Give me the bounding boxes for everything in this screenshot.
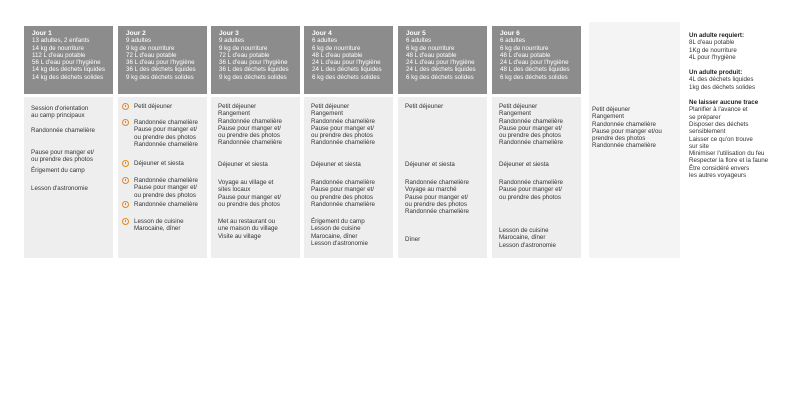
activity-line: Déjeuner et siesta: [499, 161, 549, 168]
activity-line: Voyage au marché: [405, 186, 457, 194]
activity-line: Dîner: [405, 236, 421, 243]
activity: [118, 177, 207, 199]
activity: [24, 105, 113, 120]
day-header: [304, 26, 393, 94]
activity-line: Session d'orientation: [31, 105, 89, 112]
activity-line: Lesson de cuisine: [311, 225, 361, 233]
activity-line: Pause pour manger et/: [405, 193, 468, 201]
activity-line: Petit déjeuner: [405, 103, 444, 110]
clock-icon: [122, 201, 129, 208]
requires-item: 8L d'eau potable: [689, 39, 735, 47]
principle-item: Être considéré envers: [689, 164, 750, 172]
day-stat: 48 L des déchets liquides: [500, 66, 570, 74]
day-stat: 24 L des déchets liquides: [406, 66, 476, 74]
activity-line: ou prendre des photos: [499, 193, 561, 201]
info-panel: [689, 32, 799, 179]
activity-line: Randonnée chamelière: [499, 179, 563, 186]
activity: [211, 103, 300, 147]
day-stat: 72 L d'eau potable: [219, 51, 270, 59]
day-title: Jour 3: [219, 30, 239, 37]
day-stat: 48 L d'eau potable: [406, 51, 457, 59]
activity-line: Petit déjeuner: [499, 103, 538, 110]
day-stat: 6 kg de nourriture: [500, 44, 549, 52]
activity-line: Randonnée chamelière: [218, 117, 282, 125]
activity-line: Pause pour manger et/ou: [592, 127, 662, 135]
activity-line: Randonnée chamelière: [134, 201, 198, 208]
activity-line: Rangement: [499, 110, 531, 118]
activity-line: Pause pour manger et/: [499, 124, 562, 132]
day-stat: 56 L d'eau pour l'hygiène: [32, 59, 101, 67]
activity-line: ou prendre des photos: [311, 132, 373, 140]
day-title: Jour 6: [500, 30, 520, 37]
activity-line: Rangement: [218, 110, 250, 118]
activity-line: Lesson de cuisine: [499, 227, 549, 234]
activity-line: Pause pour manger et/: [218, 193, 281, 201]
principle-item: sur site: [689, 142, 709, 150]
produces-item: 1kg des déchets solides: [689, 83, 756, 91]
activity-line: Érigement du camp: [311, 218, 365, 225]
activity-line: ou prendre des photos: [218, 200, 280, 208]
activity-line: Marocaine, dîner: [134, 225, 181, 233]
activity-line: Randonnée chamelière: [592, 120, 656, 128]
activity-line: Visite au village: [218, 232, 261, 240]
day-stat: 24 L d'eau pour l'hygiène: [500, 59, 569, 67]
activity-line: Rangement: [592, 113, 624, 121]
day-stat: 6 adultes: [500, 37, 526, 45]
activity-line: Pause pour manger et/: [499, 186, 562, 194]
activity-line: Lesson d'astronomie: [31, 185, 88, 192]
activity-line: Lesson de cuisine: [134, 218, 184, 225]
day-stat: 14 kg des déchets liquides: [32, 66, 105, 74]
day-schedule: [304, 97, 393, 258]
activity-line: Déjeuner et siesta: [218, 161, 268, 168]
activity-line: Pause pour manger et/: [134, 184, 197, 192]
activity: [211, 161, 300, 168]
activity: [24, 127, 113, 134]
day-stat: 48 L d'eau potable: [500, 51, 551, 59]
activity: [304, 218, 393, 247]
day-schedule: [118, 97, 207, 258]
activity: [118, 119, 207, 148]
activity-line: Déjeuner et siesta: [311, 161, 361, 168]
day-stat: 9 kg des déchets solides: [219, 73, 287, 81]
day-stat: 6 kg de nourriture: [406, 44, 455, 52]
activity-line: Pause pour manger et/: [134, 126, 197, 134]
activity-line: Randonnée chamelière: [311, 117, 375, 125]
adult-requires-title: Un adulte requiert:: [689, 32, 745, 39]
activity: [492, 179, 581, 201]
activity-line: Randonnée chamelière: [311, 139, 375, 147]
clock-icon: [122, 103, 129, 110]
activity-line: Met au restaurant ou: [218, 218, 276, 225]
activity-line: Randonnée chamelière: [134, 140, 198, 148]
produces-item: 4L des déchets liquides: [689, 76, 754, 84]
clock-icon: [122, 160, 129, 167]
activity-line: au camp principaux: [31, 112, 85, 120]
activity: [398, 236, 487, 243]
adult-produces-list: [689, 76, 799, 91]
day-stat: 48 L d'eau potable: [312, 51, 363, 59]
activity-line: ou prendre des photos: [311, 193, 373, 201]
activity-line: Randonnée chamelière: [134, 119, 198, 126]
activity-line: ou prendre des photos: [499, 132, 561, 140]
activity-line: Érigement du camp: [31, 167, 85, 174]
activity-line: Petit déjeuner: [218, 103, 257, 110]
activity-line: Randonnée chamelière: [405, 179, 469, 186]
day-stat: 14 kg des déchets solides: [32, 73, 104, 81]
adult-produces-title: Un adulte produit:: [689, 69, 743, 77]
activity-line: ou prendre des photos: [405, 200, 467, 208]
activity-line: ou prendre des photos: [218, 132, 280, 140]
activity: [492, 227, 581, 249]
activity-line: Petit déjeuner: [134, 103, 173, 110]
requires-item: 4L pour l'hygiène: [689, 53, 736, 61]
principle-item: Disposer des déchets: [689, 120, 749, 128]
clock-icon: [122, 218, 129, 225]
day-title: Jour 2: [126, 30, 146, 37]
day-stat: 6 kg de nourriture: [312, 44, 361, 52]
day-stat: 9 kg de nourriture: [219, 44, 268, 52]
principle-item: sensiblement: [689, 128, 726, 136]
activity: [589, 106, 680, 150]
day-stat: 14 kg de nourriture: [32, 44, 84, 52]
day-stat: 72 L d'eau potable: [126, 51, 177, 59]
activity-line: Petit déjeuner: [592, 106, 631, 113]
day-stat: 6 kg des déchets solides: [312, 73, 380, 81]
activity: [492, 161, 581, 168]
activity-line: sites locaux: [218, 186, 251, 194]
day-stat: 24 L des déchets liquides: [312, 66, 382, 74]
activity: [118, 160, 207, 167]
clock-icon: [122, 177, 129, 184]
activity-line: Pause pour manger et/: [311, 124, 374, 132]
activity: [118, 201, 207, 208]
day-title: Jour 1: [32, 30, 52, 37]
activity-line: Petit déjeuner: [311, 103, 350, 110]
activity-line: Marocaine, dîner: [311, 232, 358, 240]
last-day-column: [589, 22, 680, 258]
day-stat: 13 adultes, 2 enfants: [32, 37, 90, 45]
activity-line: Randonnée chamelière: [405, 208, 469, 216]
day-schedule: [398, 97, 487, 258]
day-stat: 9 adultes: [219, 37, 245, 45]
activity-line: ou prendre des photos: [134, 191, 196, 199]
activity-line: Lesson d'astronomie: [499, 241, 556, 249]
day-stat: 6 kg des déchets solides: [406, 73, 474, 81]
clock-icon: [122, 119, 129, 126]
activity-line: Lesson d'astronomie: [311, 239, 368, 247]
leave-no-trace-title: Ne laisser aucune trace: [689, 99, 759, 107]
leave-no-trace-list: [689, 106, 799, 179]
day-stat: 36 L des déchets liquides: [219, 66, 289, 74]
day-schedule: [492, 97, 581, 258]
activity-line: Randonnée chamelière: [499, 139, 563, 147]
activity: [24, 185, 113, 192]
day-title: Jour 5: [406, 30, 426, 37]
activity-line: Pause pour manger et/: [218, 124, 281, 132]
activity-line: Déjeuner et siesta: [405, 161, 455, 168]
activity-line: Rangement: [311, 110, 343, 118]
day-stat: 24 L d'eau pour l'hygiène: [312, 59, 381, 67]
day-header: [492, 26, 581, 94]
activity: [24, 149, 113, 164]
activity-line: ou prendre des photos: [134, 133, 196, 141]
principle-item: les autres voyageurs: [689, 172, 747, 180]
activity-line: ou prendre des photos: [31, 156, 93, 164]
principle-item: Laisser ce qu'on trouve: [689, 135, 753, 143]
day-stat: 112 L d'eau potable: [32, 51, 86, 59]
activity-line: Randonnée chamelière: [31, 127, 95, 134]
activity: [492, 103, 581, 147]
day-stat: 36 L des déchets liquides: [126, 66, 196, 74]
activity-line: Randonnée chamelière: [499, 117, 563, 125]
principle-item: Minimiser l'utilisation du feu: [689, 150, 765, 158]
day-header: [118, 26, 207, 94]
day-stat: 9 kg des déchets solides: [126, 73, 194, 81]
activity-line: Marocaine, dîner: [499, 234, 546, 242]
adult-requires-list: [689, 39, 799, 61]
activity-line: une maison du village: [218, 225, 278, 233]
activity: [398, 103, 487, 110]
activity: [398, 179, 487, 215]
day-stat: 6 kg des déchets solides: [500, 73, 568, 81]
activity-line: prendre des photos: [592, 135, 646, 143]
activity: [118, 218, 207, 233]
activity: [211, 218, 300, 240]
activity-line: Randonnée chamelière: [134, 177, 198, 184]
day-stat: 9 kg de nourriture: [126, 44, 175, 52]
activity-line: Pause pour manger et/: [31, 149, 94, 156]
day-schedule: [24, 97, 113, 258]
activity: [304, 179, 393, 208]
day-header: [398, 26, 487, 94]
day-stat: 36 L d'eau pour l'hygiène: [126, 59, 195, 67]
day-schedule: [211, 97, 300, 258]
activity-line: Pause pour manger et/: [311, 186, 374, 194]
activity-line: Randonnée chamelière: [592, 142, 656, 150]
activity: [211, 179, 300, 208]
activity-line: Voyage au village et: [218, 179, 274, 186]
activity: [304, 103, 393, 147]
day-title: Jour 4: [312, 30, 332, 37]
principle-item: Respecter la flore et la faune: [689, 157, 769, 165]
requires-item: 1Kg de nourriture: [689, 46, 737, 54]
activity-line: Randonnée chamelière: [311, 200, 375, 208]
principle-item: se préparer: [689, 113, 721, 121]
day-stat: 6 adultes: [312, 37, 338, 45]
activity-line: Déjeuner et siesta: [134, 160, 184, 167]
day-stat: 36 L d'eau pour l'hygiène: [219, 59, 288, 67]
activity: [24, 167, 113, 174]
day-header: [24, 26, 113, 94]
activity: [118, 103, 207, 110]
day-stat: 9 adultes: [126, 37, 152, 45]
activity: [304, 161, 393, 168]
activity-line: Randonnée chamelière: [218, 139, 282, 147]
principle-item: Planifier à l'avance et: [689, 106, 748, 114]
day-header: [211, 26, 300, 94]
day-stat: 6 adultes: [406, 37, 432, 45]
activity-line: Randonnée chamelière: [311, 179, 375, 186]
day-stat: 24 L d'eau pour l'hygiène: [406, 59, 475, 67]
activity: [398, 161, 487, 168]
